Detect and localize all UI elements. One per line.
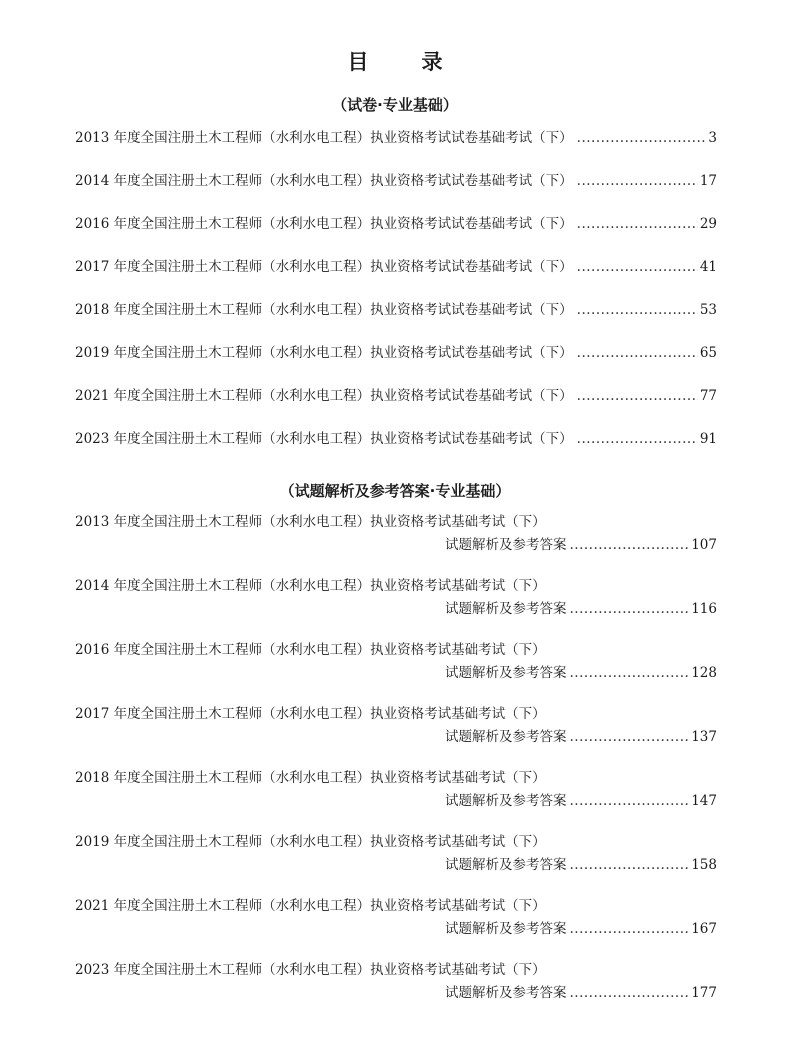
toc-entry[interactable] (75, 256, 717, 278)
toc-entry-title: 2018 年度全国注册土木工程师（水利水电工程）执业资格考试基础考试（下） (75, 770, 546, 786)
toc-entry-subtitle: 试题解析及参考答案 (445, 729, 567, 745)
toc-entry[interactable] (75, 767, 717, 813)
toc-entry-title: 2021 年度全国注册土木工程师（水利水电工程）执业资格考试试卷基础考试（下） (75, 388, 573, 404)
page-title: 目 录 (347, 50, 459, 74)
dot-leader (577, 213, 698, 235)
toc-entry-title: 2021 年度全国注册土木工程师（水利水电工程）执业资格考试基础考试（下） (75, 898, 546, 914)
dot-leader (577, 428, 698, 450)
toc-entry[interactable] (75, 170, 717, 192)
dot-leader (570, 662, 691, 684)
toc-entry-page: 77 (699, 388, 717, 404)
toc-entry-title: 2013 年度全国注册土木工程师（水利水电工程）执业资格考试基础考试（下） (75, 514, 546, 530)
toc-entry-page: 29 (699, 216, 717, 232)
toc-entry-title: 2014 年度全国注册土木工程师（水利水电工程）执业资格考试试卷基础考试（下） (75, 173, 573, 189)
dot-leader (577, 256, 698, 278)
toc-entry-page: 177 (691, 985, 717, 1001)
toc-entry-page: 53 (699, 302, 717, 318)
toc-entry[interactable] (75, 575, 717, 621)
toc-entry-page: 167 (691, 921, 717, 937)
toc-entry-page: 137 (691, 729, 717, 745)
toc-entry-page: 41 (699, 259, 717, 275)
toc-entry-subtitle: 试题解析及参考答案 (445, 985, 567, 1001)
toc-entry-page: 116 (691, 601, 717, 617)
dot-leader (570, 982, 691, 1004)
dot-leader (577, 127, 707, 149)
toc-entry-page: 17 (699, 173, 717, 189)
toc-entry-title: 2017 年度全国注册土木工程师（水利水电工程）执业资格考试试卷基础考试（下） (75, 259, 573, 275)
toc-entry-title: 2019 年度全国注册土木工程师（水利水电工程）执业资格考试基础考试（下） (75, 834, 546, 850)
toc-entry-title: 2023 年度全国注册土木工程师（水利水电工程）执业资格考试基础考试（下） (75, 962, 546, 978)
section-title-answers: （试题解析及参考答案·专业基础） (279, 482, 511, 500)
toc-entry-subtitle: 试题解析及参考答案 (445, 601, 567, 617)
toc-entry-page: 107 (691, 537, 717, 553)
toc-entry-title: 2023 年度全国注册土木工程师（水利水电工程）执业资格考试试卷基础考试（下） (75, 431, 573, 447)
toc-entry-subtitle: 试题解析及参考答案 (445, 857, 567, 873)
toc-entry-page: 91 (699, 431, 717, 447)
dot-leader (570, 790, 691, 812)
toc-entry[interactable] (75, 342, 717, 364)
toc-entry[interactable] (75, 959, 717, 1005)
toc-entry-page: 158 (691, 857, 717, 873)
toc-entry-page: 3 (708, 130, 717, 146)
toc-entry-page: 147 (691, 793, 717, 809)
toc-entry-title: 2017 年度全国注册土木工程师（水利水电工程）执业资格考试基础考试（下） (75, 706, 546, 722)
toc-entry[interactable] (75, 213, 717, 235)
toc-entry-page: 65 (699, 345, 717, 361)
toc-entry-subtitle: 试题解析及参考答案 (445, 537, 567, 553)
section-title-exam-papers: （试卷·专业基础） (332, 96, 458, 114)
toc-entry[interactable] (75, 703, 717, 749)
dot-leader (577, 342, 698, 364)
dot-leader (570, 534, 691, 556)
toc-entry-title: 2013 年度全国注册土木工程师（水利水电工程）执业资格考试试卷基础考试（下） (75, 130, 573, 146)
toc-entry[interactable] (75, 299, 717, 321)
toc-entry-subtitle: 试题解析及参考答案 (445, 921, 567, 937)
toc-entry[interactable] (75, 895, 717, 941)
dot-leader (570, 854, 691, 876)
toc-entry[interactable] (75, 127, 717, 149)
toc-entry-title: 2018 年度全国注册土木工程师（水利水电工程）执业资格考试试卷基础考试（下） (75, 302, 573, 318)
dot-leader (570, 726, 691, 748)
toc-entry-title: 2016 年度全国注册土木工程师（水利水电工程）执业资格考试基础考试（下） (75, 642, 546, 658)
toc-entry[interactable] (75, 511, 717, 557)
toc-entry-subtitle: 试题解析及参考答案 (445, 793, 567, 809)
dot-leader (577, 170, 698, 192)
toc-entry[interactable] (75, 428, 717, 450)
dot-leader (577, 385, 698, 407)
toc-entry-title: 2016 年度全国注册土木工程师（水利水电工程）执业资格考试试卷基础考试（下） (75, 216, 573, 232)
toc-entry[interactable] (75, 385, 717, 407)
toc-entry[interactable] (75, 639, 717, 685)
dot-leader (577, 299, 698, 321)
dot-leader (570, 598, 691, 620)
toc-entry-title: 2019 年度全国注册土木工程师（水利水电工程）执业资格考试试卷基础考试（下） (75, 345, 573, 361)
toc-entry-title: 2014 年度全国注册土木工程师（水利水电工程）执业资格考试基础考试（下） (75, 578, 546, 594)
toc-entry-subtitle: 试题解析及参考答案 (445, 665, 567, 681)
toc-entry-page: 128 (691, 665, 717, 681)
toc-entry[interactable] (75, 831, 717, 877)
dot-leader (570, 918, 691, 940)
